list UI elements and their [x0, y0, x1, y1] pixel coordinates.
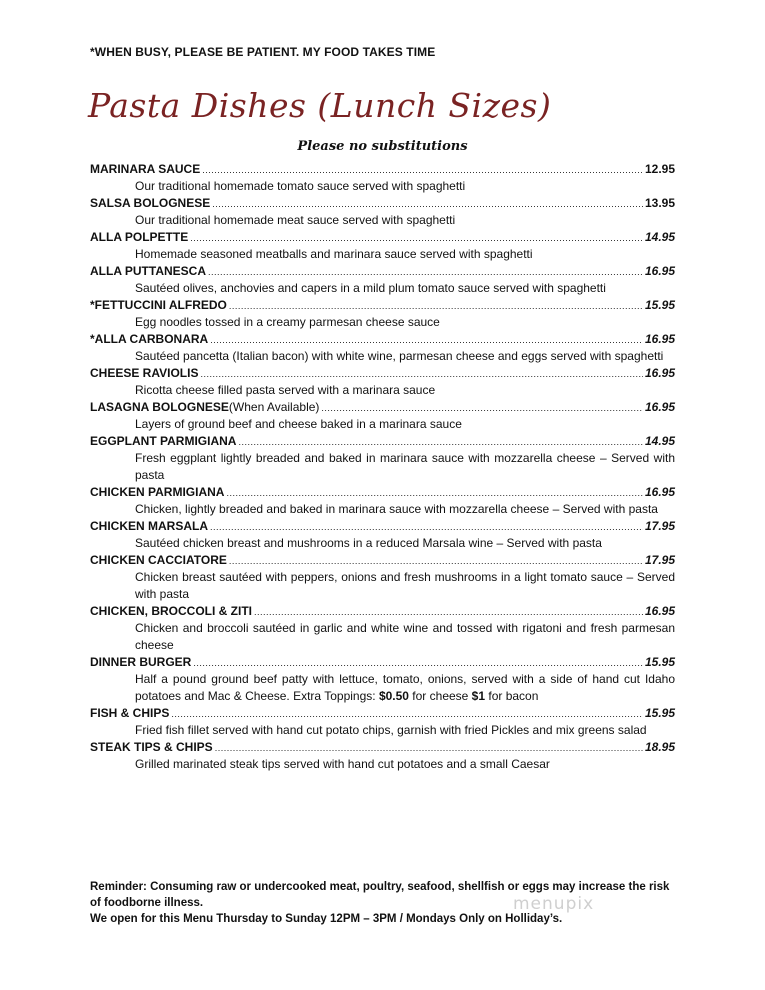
dot-leader: [193, 655, 643, 672]
item-name: CHICKEN CACCIATORE: [90, 553, 227, 567]
item-description: Our traditional homemade tomato sauce served with spaghetti: [135, 179, 466, 193]
dot-leader: [208, 264, 643, 281]
menu-item-fish-chips: [90, 705, 675, 739]
menu-list: [90, 161, 675, 773]
dot-leader: [202, 162, 643, 179]
dot-leader: [190, 230, 643, 247]
description-text: Half a pound ground beef patty with lettuce, tomato, onions, served with a side of hand cut Idaho potatoes and Mac & Cheese. Extra Toppings:: [135, 672, 675, 703]
menu-item-dinner-burger: [90, 654, 675, 705]
item-name: ALLA POLPETTE: [90, 230, 189, 244]
item-header-row: [90, 331, 675, 348]
menu-item-chicken-marsala: [90, 518, 675, 552]
item-price: 16.95: [644, 264, 675, 278]
menu-item-salsa-bolognese: [90, 195, 675, 229]
dot-leader: [212, 196, 643, 213]
cheese-topping-price: $0.50: [378, 689, 409, 703]
item-name: CHEESE RAVIOLIS: [90, 366, 199, 380]
item-header-row: [90, 739, 675, 756]
item-price: 16.95: [644, 400, 675, 414]
item-price: 12.95: [644, 162, 675, 176]
item-description: Chicken and broccoli sautéed in garlic and white wine and tossed with rigatoni and fresh parmesan cheese: [135, 621, 675, 652]
dot-leader: [210, 519, 643, 536]
menu-item-cheese-raviolis: [90, 365, 675, 399]
item-name: *FETTUCCINI ALFREDO: [90, 298, 227, 312]
item-price: 15.95: [644, 655, 675, 669]
item-header-row: [90, 263, 675, 280]
item-name: EGGPLANT PARMIGIANA: [90, 434, 237, 448]
dot-leader: [321, 400, 643, 417]
watermark: menupix: [513, 894, 595, 914]
item-name: *ALLA CARBONARA: [90, 332, 209, 346]
item-price: 16.95: [644, 604, 675, 618]
menu-item-eggplant-parmigiana: [90, 433, 675, 484]
item-description: Sautéed chicken breast and mushrooms in a reduced Marsala wine – Served with pasta: [135, 536, 602, 550]
item-description: Homemade seasoned meatballs and marinara sauce served with spaghetti: [135, 247, 533, 261]
dot-leader: [226, 485, 643, 502]
item-price: 13.95: [644, 196, 675, 210]
food-safety-reminder: Reminder: Consuming raw or undercooked meat, poultry, seafood, shellfish or eggs may increase the risk of foodborne illness.: [90, 881, 670, 909]
item-header-row: [90, 484, 675, 501]
item-price: 15.95: [644, 298, 675, 312]
item-name: SALSA BOLOGNESE: [90, 196, 211, 210]
item-header-row: [90, 518, 675, 535]
bacon-topping-price: $1: [471, 689, 486, 703]
item-description: Egg noodles tossed in a creamy parmesan cheese sauce: [135, 315, 440, 329]
item-header-row: [90, 654, 675, 671]
menu-item-alla-polpette: [90, 229, 675, 263]
item-price: 17.95: [644, 519, 675, 533]
dot-leader: [215, 740, 643, 757]
item-description: Ricotta cheese filled pasta served with a marinara sauce: [135, 383, 436, 397]
item-header-row: [90, 161, 675, 178]
menu-item-chicken-broccoli-ziti: [90, 603, 675, 654]
item-description: Chicken breast sautéed with peppers, onions and fresh mushrooms in a light tomato sauce – Served with pasta: [135, 570, 675, 601]
busy-notice: *WHEN BUSY, PLEASE BE PATIENT. MY FOOD TAKES TIME: [90, 45, 436, 59]
item-name: ALLA PUTTANESCA: [90, 264, 206, 278]
item-price: 16.95: [644, 332, 675, 346]
item-price: 14.95: [644, 230, 675, 244]
dot-leader: [238, 434, 643, 451]
description-text: for bacon: [485, 689, 539, 703]
item-name: CHICKEN PARMIGIANA: [90, 485, 225, 499]
item-header-row: [90, 705, 675, 722]
item-name: LASAGNA BOLOGNESE: [90, 400, 229, 414]
item-header-row: [90, 603, 675, 620]
item-description: [90, 671, 675, 705]
item-header-row: [90, 433, 675, 450]
dot-leader: [171, 706, 643, 723]
item-header-row: [90, 552, 675, 569]
item-price: 18.95: [644, 740, 675, 754]
dot-leader: [229, 298, 643, 315]
item-description: Fresh eggplant lightly breaded and baked in marinara sauce with mozzarella cheese – Served with pasta: [135, 451, 675, 482]
item-price: 16.95: [644, 366, 675, 380]
item-header-row: [90, 195, 675, 212]
item-availability-note: (When Available): [228, 400, 320, 414]
menu-item-marinara-sauce: [90, 161, 675, 195]
item-price: 16.95: [644, 485, 675, 499]
item-description: Grilled marinated steak tips served with hand cut potatoes and a small Caesar: [135, 757, 550, 771]
item-header-row: [90, 297, 675, 314]
opening-hours: We open for this Menu Thursday to Sunday 12PM – 3PM / Mondays Only on Holliday’s.: [90, 913, 563, 925]
item-name: STEAK TIPS & CHIPS: [90, 740, 213, 754]
item-header-row: [90, 399, 675, 416]
dot-leader: [254, 604, 643, 621]
menu-item-lasagna-bolognese: [90, 399, 675, 433]
menu-item-alla-puttanesca: [90, 263, 675, 297]
description-text: for cheese: [408, 689, 472, 703]
menu-item-alla-carbonara: [90, 331, 675, 365]
item-price: 17.95: [644, 553, 675, 567]
item-description: Fried fish fillet served with hand cut potato chips, garnish with fried Pickles and mix greens salad: [135, 723, 647, 737]
item-price: 14.95: [644, 434, 675, 448]
item-description: Layers of ground beef and cheese baked in a marinara sauce: [135, 417, 462, 431]
menu-item-chicken-cacciatore: [90, 552, 675, 603]
dot-leader: [229, 553, 643, 570]
subtitle: Please no substitutions: [297, 139, 468, 154]
item-name: FISH & CHIPS: [90, 706, 170, 720]
menu-item-steak-tips-chips: [90, 739, 675, 773]
item-header-row: [90, 229, 675, 246]
page-title: Pasta Dishes (Lunch Sizes): [88, 86, 552, 125]
menu-item-chicken-parmigiana: [90, 484, 675, 518]
item-description: Chicken, lightly breaded and baked in marinara sauce with mozzarella cheese – Served with pasta: [135, 502, 658, 516]
item-name: DINNER BURGER: [90, 655, 192, 669]
item-name: CHICKEN MARSALA: [90, 519, 208, 533]
item-description: Sautéed pancetta (Italian bacon) with white wine, parmesan cheese and eggs served with spaghetti: [135, 349, 664, 363]
item-name: CHICKEN, BROCCOLI & ZITI: [90, 604, 252, 618]
dot-leader: [200, 366, 643, 383]
item-header-row: [90, 365, 675, 382]
item-name: MARINARA SAUCE: [90, 162, 201, 176]
item-description: Sautéed olives, anchovies and capers in a mild plum tomato sauce served with spaghetti: [135, 281, 606, 295]
item-description: Our traditional homemade meat sauce served with spaghetti: [135, 213, 456, 227]
menu-item-fettuccini-alfredo: [90, 297, 675, 331]
item-price: 15.95: [644, 706, 675, 720]
dot-leader: [210, 332, 643, 349]
